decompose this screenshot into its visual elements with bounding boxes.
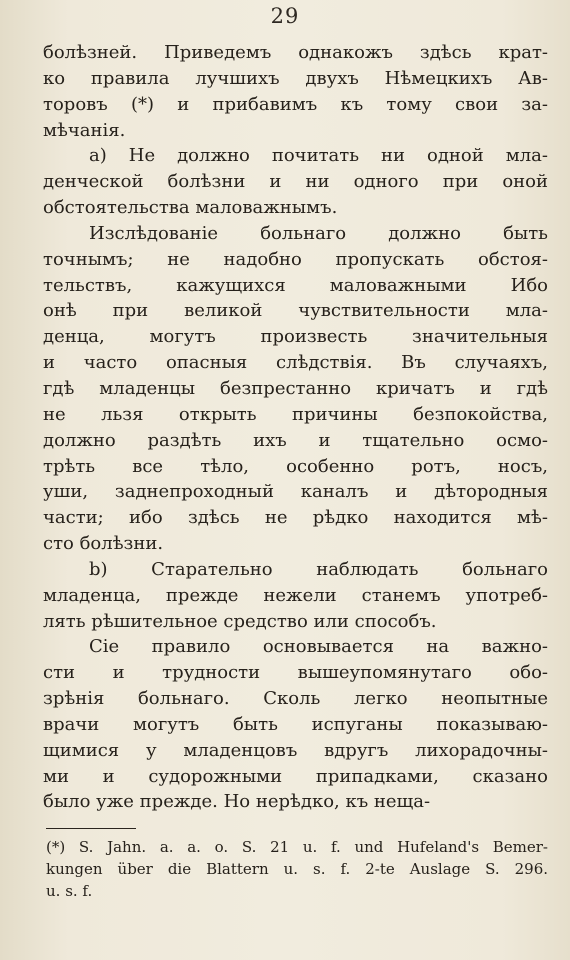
- text-line: лять рѣшительное средство или способъ.: [43, 610, 437, 632]
- text-line: Сіе правило основывается на важно-: [89, 636, 548, 658]
- text-line: гдѣ младенцы безпрестанно кричатъ и гдѣ: [43, 377, 548, 399]
- text-line: болѣзней. Приведемъ однакожъ здѣсь крат-: [43, 42, 548, 63]
- text-line: младенца, прежде нежели станемъ употреб-: [43, 584, 548, 606]
- paragraph: [43, 143, 548, 221]
- text-line: онѣ при великой чувствительности мла-: [43, 300, 548, 322]
- paragraph: [43, 221, 548, 557]
- text-line: а) Не должно почитать ни одной мла-: [89, 145, 548, 167]
- text-line: точнымъ; не надобно пропускать обстоя-: [43, 248, 548, 270]
- text-line: торовъ (*) и прибавимъ къ тому свои за-: [43, 93, 548, 115]
- text-line: не льзя открыть причины безпокойства,: [43, 403, 548, 425]
- text-line: Изслѣдованіе больнаго должно быть: [89, 222, 548, 244]
- text-line: зрѣнія больнаго. Сколь легко неопытные: [43, 688, 548, 710]
- text-line: сто болѣзни.: [43, 533, 164, 555]
- text-line: b) Старательно наблюдать больнаго: [89, 558, 548, 580]
- text-line: и часто опасныя слѣдствія. Въ случаяхъ,: [43, 352, 548, 374]
- text-line: уши, заднепроходный каналъ и дѣтородныя: [43, 481, 548, 503]
- footnote-line: (*) S. Jahn. a. a. o. S. 21 u. f. und Hufeland's Bemer-: [46, 838, 548, 856]
- text-line: тельствъ, кажущихся маловажными Ибо: [43, 274, 548, 296]
- text-line: части; ибо здѣсь не рѣдко находится мѣ-: [43, 507, 548, 529]
- text-line: трѣть все тѣло, особенно ротъ, носъ,: [43, 455, 548, 477]
- text-line: мѣчанія.: [43, 119, 126, 141]
- text-line: щимися у младенцовъ вдругъ лихорадочны-: [43, 739, 548, 761]
- text-line: ко правила лучшихъ двухъ Нѣмецкихъ Ав-: [43, 67, 548, 89]
- footnote-line: u. s. f.: [46, 882, 93, 900]
- text-line: денца, могутъ произвесть значительныя: [43, 326, 548, 348]
- text-line: обстоятельства маловажнымъ.: [43, 197, 338, 219]
- page-number: 29: [270, 4, 300, 28]
- paragraph: [43, 40, 548, 143]
- text-line: сти и трудности вышеупомянутаго обо-: [43, 662, 548, 684]
- paragraph: [43, 634, 548, 815]
- text-line: ми и судорожными припадками, сказано: [43, 765, 548, 787]
- text-line: врачи могутъ быть испуганы показываю-: [43, 713, 548, 735]
- text-line: должно раздѣть ихъ и тщательно осмо-: [43, 429, 548, 451]
- text-line: было уже прежде. Но нерѣдко, къ неща-: [43, 791, 431, 813]
- text-line: денческой болѣзни и ни одного при оной: [43, 171, 548, 193]
- footnote-rule: [46, 828, 136, 829]
- footnotes: [46, 836, 548, 902]
- body-text: [43, 40, 548, 815]
- footnote-line: kungen über die Blattern u. s. f. 2-te Auslage S. 296.: [46, 860, 548, 878]
- paragraph: [43, 557, 548, 635]
